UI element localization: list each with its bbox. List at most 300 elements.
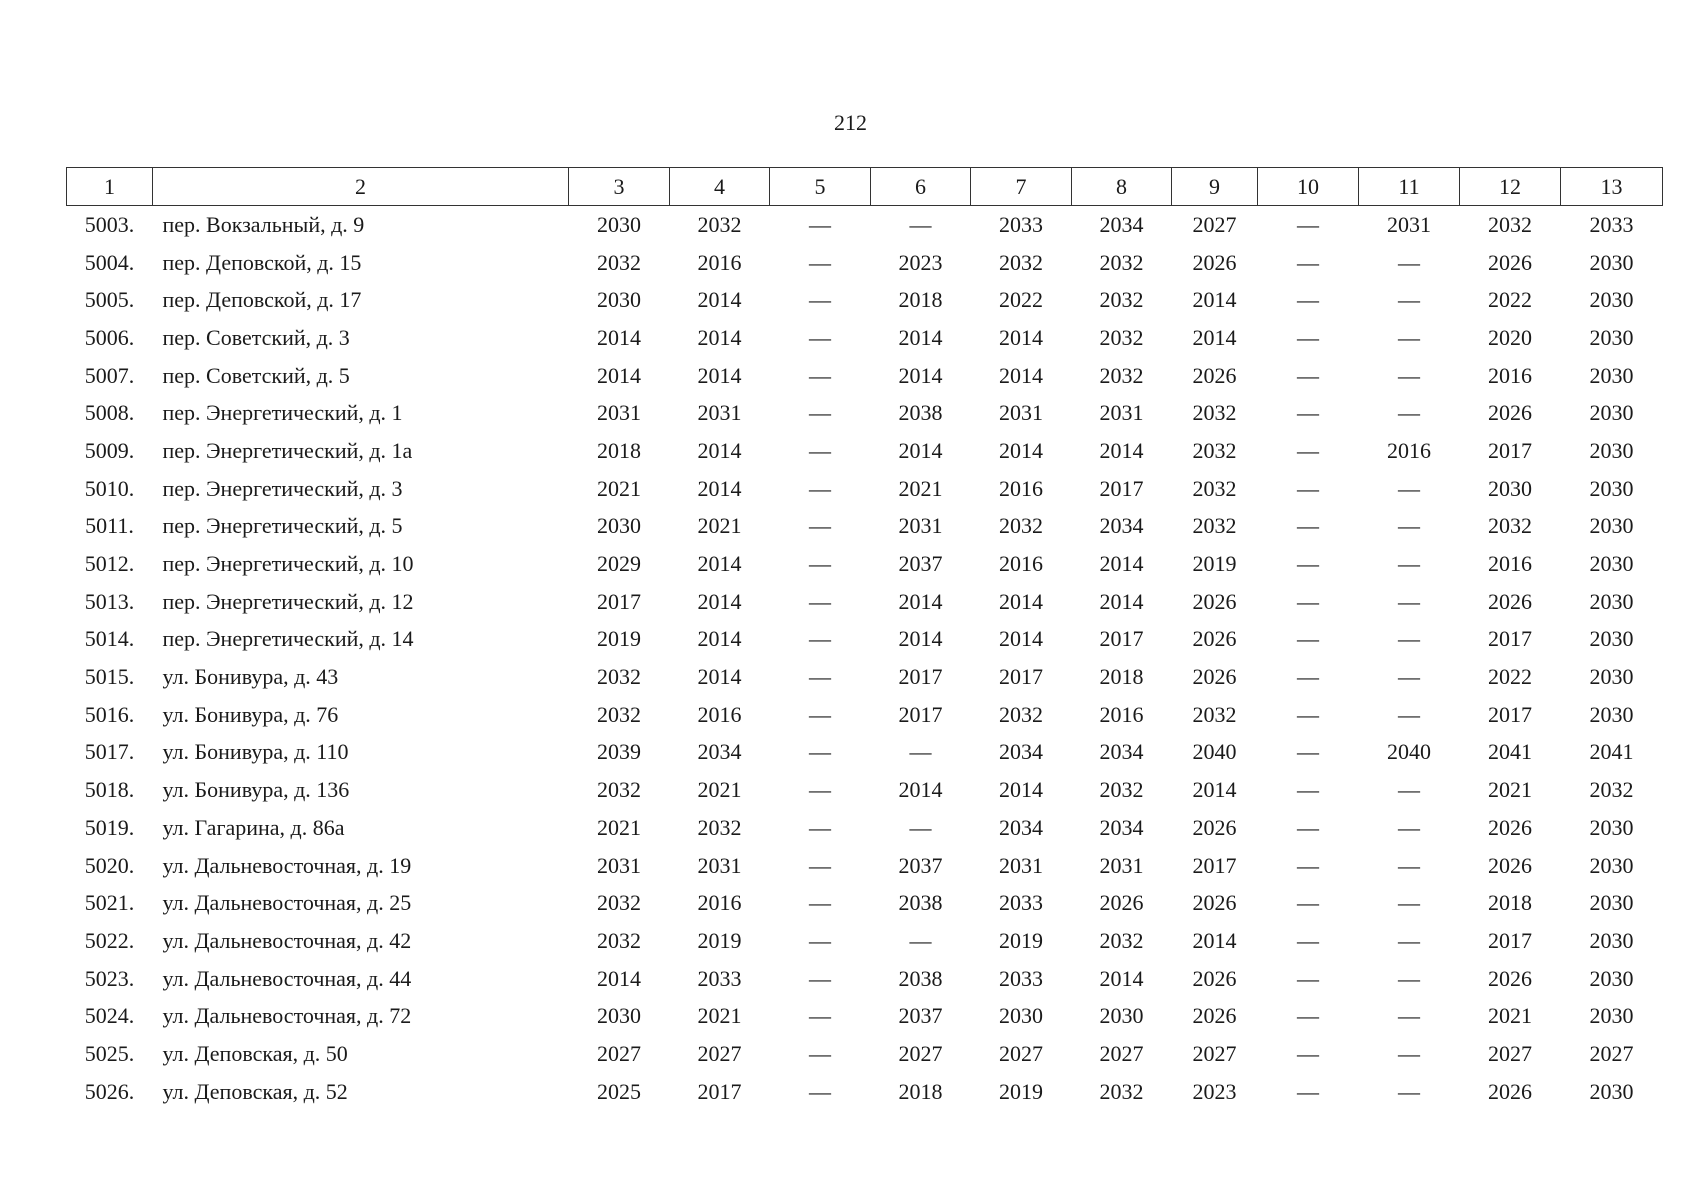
year-cell: 2027 (597, 1040, 641, 1066)
table-row (67, 394, 1663, 432)
row-number: 5018. (84, 777, 135, 803)
year-cell: — (1398, 400, 1420, 426)
table-row (67, 960, 1663, 998)
year-cell: 2021 (898, 475, 943, 501)
row-number: 5005. (84, 287, 135, 313)
column-header-4: 4 (670, 168, 770, 206)
year-cell: 2018 (898, 1078, 943, 1104)
year-cell: — (809, 890, 831, 916)
year-cell: — (1297, 852, 1319, 878)
year-cell: — (1297, 324, 1319, 350)
year-cell: 2031 (597, 400, 641, 426)
year-cell: 2014 (999, 588, 1043, 614)
year-cell: 2031 (697, 852, 742, 878)
year-cell: — (1398, 551, 1420, 577)
year-cell: 2034 (1099, 513, 1144, 539)
year-cell: 2014 (999, 626, 1043, 652)
row-number: 5010. (84, 475, 135, 501)
table-row (67, 583, 1663, 621)
row-number: 5022. (84, 927, 135, 953)
year-cell: 2022 (1488, 664, 1532, 690)
address-cell: ул. Дальневосточная, д. 25 (162, 890, 412, 916)
year-cell: 2034 (1099, 211, 1144, 237)
year-cell: — (1398, 965, 1420, 991)
year-cell: 2014 (697, 437, 742, 463)
year-cell: — (1398, 588, 1420, 614)
year-cell: 2018 (1099, 664, 1144, 690)
year-cell: 2021 (697, 777, 742, 803)
table-row (67, 319, 1663, 357)
address-cell: ул. Бонивура, д. 76 (162, 701, 339, 727)
year-cell: — (809, 475, 831, 501)
year-cell: 2041 (1589, 739, 1634, 765)
year-cell: — (809, 400, 831, 426)
year-cell: 2030 (597, 1003, 641, 1029)
table-row (67, 884, 1663, 922)
year-cell: — (1297, 1040, 1319, 1066)
year-cell: 2030 (1589, 626, 1634, 652)
year-cell: 2014 (1099, 588, 1144, 614)
year-cell: 2014 (999, 324, 1043, 350)
year-cell: 2017 (1099, 475, 1144, 501)
year-cell: 2017 (1488, 927, 1532, 953)
year-cell: 2014 (898, 777, 943, 803)
year-cell: — (1398, 249, 1420, 275)
row-number: 5017. (84, 739, 135, 765)
column-header-11: 11 (1359, 168, 1460, 206)
year-cell: 2014 (697, 324, 742, 350)
year-cell: — (909, 927, 932, 953)
year-cell: — (1398, 287, 1420, 313)
year-cell: 2019 (999, 1078, 1043, 1104)
column-header-2: 2 (153, 168, 569, 206)
table-row (67, 545, 1663, 583)
year-cell: 2034 (1099, 814, 1144, 840)
year-cell: 2022 (1488, 287, 1532, 313)
table-row (67, 244, 1663, 282)
year-cell: 2019 (697, 927, 742, 953)
year-cell: 2030 (999, 1003, 1043, 1029)
address-cell: ул. Бонивура, д. 43 (162, 664, 339, 690)
year-cell: — (1398, 626, 1420, 652)
address-cell: ул. Гагарина, д. 86а (162, 814, 345, 840)
table-row (67, 357, 1663, 395)
year-cell: 2019 (1192, 551, 1237, 577)
year-cell: — (809, 777, 831, 803)
year-cell: 2026 (1488, 400, 1532, 426)
year-cell: 2030 (1488, 475, 1532, 501)
year-cell: — (1297, 965, 1319, 991)
year-cell: 2039 (597, 739, 641, 765)
year-cell: 2030 (1589, 324, 1634, 350)
year-cell: 2030 (1589, 287, 1634, 313)
year-cell: 2034 (999, 814, 1043, 840)
year-cell: — (1297, 400, 1319, 426)
year-cell: — (1297, 287, 1319, 313)
year-cell: 2026 (1192, 814, 1237, 840)
column-header-1: 1 (67, 168, 153, 206)
year-cell: 2014 (1099, 551, 1144, 577)
year-cell: — (809, 324, 831, 350)
year-cell: 2026 (1192, 664, 1237, 690)
year-cell: — (809, 551, 831, 577)
address-cell: пер. Энергетический, д. 10 (162, 551, 414, 577)
year-cell: 2014 (597, 362, 641, 388)
year-cell: — (1398, 664, 1420, 690)
year-cell: 2014 (697, 362, 742, 388)
year-cell: 2026 (1192, 362, 1237, 388)
year-cell: 2030 (1589, 1003, 1634, 1029)
year-cell: 2038 (898, 965, 943, 991)
year-cell: 2033 (1589, 211, 1634, 237)
table-row (67, 1035, 1663, 1073)
year-cell: 2031 (898, 513, 943, 539)
year-cell: — (1398, 814, 1420, 840)
year-cell: — (1297, 551, 1319, 577)
year-cell: 2037 (898, 852, 943, 878)
year-cell: 2014 (597, 324, 641, 350)
year-cell: 2014 (898, 324, 943, 350)
address-cell: ул. Дальневосточная, д. 44 (162, 965, 412, 991)
address-cell: пер. Энергетический, д. 14 (162, 626, 414, 652)
row-number: 5004. (84, 249, 135, 275)
year-cell: 2032 (1192, 400, 1237, 426)
year-cell: 2032 (1488, 513, 1532, 539)
year-cell: — (1297, 249, 1319, 275)
year-cell: 2038 (898, 890, 943, 916)
address-cell: ул. Деповская, д. 50 (162, 1040, 348, 1066)
year-cell: — (1297, 739, 1319, 765)
year-cell: 2014 (898, 362, 943, 388)
year-cell: — (1297, 362, 1319, 388)
year-cell: 2038 (898, 400, 943, 426)
year-cell: 2031 (999, 852, 1043, 878)
year-cell: — (1297, 211, 1319, 237)
address-cell: пер. Энергетический, д. 1а (162, 437, 413, 463)
address-cell: ул. Дальневосточная, д. 72 (162, 1003, 412, 1029)
table-row (67, 734, 1663, 772)
year-cell: 2026 (1192, 249, 1237, 275)
year-cell: 2033 (999, 890, 1043, 916)
year-cell: 2027 (1099, 1040, 1144, 1066)
address-cell: пер. Энергетический, д. 3 (162, 475, 403, 501)
table-row (67, 771, 1663, 809)
year-cell: — (1297, 927, 1319, 953)
year-cell: 2033 (697, 965, 742, 991)
year-cell: 2037 (898, 1003, 943, 1029)
year-cell: 2025 (597, 1078, 641, 1104)
year-cell: 2016 (999, 551, 1043, 577)
year-cell: 2014 (1192, 777, 1237, 803)
row-number: 5008. (84, 400, 135, 426)
year-cell: 2014 (697, 551, 742, 577)
year-cell: — (809, 513, 831, 539)
year-cell: — (1297, 777, 1319, 803)
year-cell: 2017 (597, 588, 641, 614)
schedule-table (66, 167, 1663, 1111)
year-cell: — (1297, 814, 1319, 840)
column-header-8: 8 (1072, 168, 1172, 206)
year-cell: 2016 (1488, 362, 1532, 388)
year-cell: — (809, 437, 831, 463)
year-cell: 2017 (1099, 626, 1144, 652)
year-cell: 2014 (1192, 927, 1237, 953)
year-cell: 2026 (1192, 626, 1237, 652)
row-number: 5012. (84, 551, 135, 577)
year-cell: 2030 (1589, 664, 1634, 690)
year-cell: 2021 (1488, 777, 1532, 803)
year-cell: 2032 (697, 814, 742, 840)
year-cell: 2023 (898, 249, 943, 275)
column-header-6: 6 (871, 168, 971, 206)
table-row (67, 847, 1663, 885)
year-cell: — (809, 739, 831, 765)
year-cell: 2019 (597, 626, 641, 652)
year-cell: 2014 (898, 626, 943, 652)
address-cell: пер. Энергетический, д. 5 (162, 513, 403, 539)
year-cell: — (809, 852, 831, 878)
year-cell: 2032 (597, 777, 641, 803)
year-cell: 2017 (1488, 626, 1532, 652)
year-cell: — (1297, 513, 1319, 539)
row-number: 5021. (84, 890, 135, 916)
year-cell: 2031 (999, 400, 1043, 426)
column-header-13: 13 (1561, 168, 1663, 206)
year-cell: 2040 (1192, 739, 1237, 765)
year-cell: 2018 (597, 437, 641, 463)
year-cell: 2032 (597, 890, 641, 916)
year-cell: 2032 (597, 664, 641, 690)
table-row (67, 621, 1663, 659)
year-cell: — (809, 362, 831, 388)
year-cell: 2030 (597, 211, 641, 237)
year-cell: 2030 (1589, 249, 1634, 275)
year-cell: — (1297, 1003, 1319, 1029)
address-cell: пер. Советский, д. 3 (162, 324, 350, 350)
year-cell: 2030 (1589, 362, 1634, 388)
year-cell: 2032 (1099, 324, 1144, 350)
year-cell: 2032 (1099, 777, 1144, 803)
year-cell: — (1297, 437, 1319, 463)
year-cell: 2014 (898, 588, 943, 614)
year-cell: 2016 (697, 701, 742, 727)
table-header (67, 168, 1663, 206)
year-cell: — (809, 211, 831, 237)
year-cell: 2032 (1099, 287, 1144, 313)
year-cell: 2027 (999, 1040, 1043, 1066)
year-cell: 2030 (597, 513, 641, 539)
year-cell: 2018 (898, 287, 943, 313)
year-cell: 2016 (1099, 701, 1144, 727)
year-cell: 2032 (1099, 1078, 1144, 1104)
year-cell: — (1398, 1078, 1420, 1104)
address-cell: ул. Бонивура, д. 110 (162, 739, 349, 765)
year-cell: 2032 (1099, 927, 1144, 953)
row-number: 5014. (84, 626, 135, 652)
year-cell: 2040 (1387, 739, 1431, 765)
year-cell: 2034 (697, 739, 742, 765)
year-cell: 2032 (1192, 701, 1237, 727)
year-cell: 2026 (1488, 814, 1532, 840)
year-cell: 2033 (999, 211, 1043, 237)
year-cell: 2026 (1192, 1003, 1237, 1029)
table-row (67, 922, 1663, 960)
row-number: 5025. (84, 1040, 135, 1066)
year-cell: 2017 (1488, 437, 1532, 463)
year-cell: 2030 (1589, 701, 1634, 727)
row-number: 5007. (84, 362, 135, 388)
year-cell: 2031 (1099, 400, 1144, 426)
address-cell: пер. Советский, д. 5 (162, 362, 350, 388)
year-cell: 2032 (697, 211, 742, 237)
year-cell: — (809, 1040, 831, 1066)
year-cell: 2021 (597, 475, 641, 501)
address-cell: пер. Вокзальный, д. 9 (162, 211, 365, 237)
year-cell: — (1398, 701, 1420, 727)
year-cell: 2014 (1192, 324, 1237, 350)
table-row (67, 206, 1663, 244)
year-cell: 2034 (1099, 739, 1144, 765)
year-cell: 2032 (1099, 362, 1144, 388)
page-number: 212 (834, 110, 867, 135)
address-cell: ул. Дальневосточная, д. 42 (162, 927, 412, 953)
year-cell: 2021 (697, 513, 742, 539)
year-cell: 2030 (1589, 400, 1634, 426)
table-row (67, 1073, 1663, 1111)
year-cell: — (1297, 664, 1319, 690)
row-number: 5023. (84, 965, 135, 991)
row-number: 5003. (84, 211, 135, 237)
year-cell: 2030 (1099, 1003, 1144, 1029)
year-cell: 2014 (697, 588, 742, 614)
year-cell: 2022 (999, 287, 1043, 313)
column-header-12: 12 (1460, 168, 1561, 206)
year-cell: — (909, 814, 932, 840)
table-row (67, 508, 1663, 546)
year-cell: 2032 (1589, 777, 1634, 803)
year-cell: 2026 (1488, 1078, 1532, 1104)
year-cell: 2032 (999, 249, 1043, 275)
year-cell: — (1297, 475, 1319, 501)
year-cell: 2014 (697, 475, 742, 501)
row-number: 5020. (84, 852, 135, 878)
year-cell: 2032 (597, 927, 641, 953)
year-cell: 2031 (1387, 211, 1431, 237)
table-body (67, 206, 1663, 1111)
year-cell: 2030 (1589, 588, 1634, 614)
row-number: 5024. (84, 1003, 135, 1029)
row-number: 5019. (84, 814, 135, 840)
year-cell: 2026 (1192, 965, 1237, 991)
row-number: 5013. (84, 588, 135, 614)
year-cell: — (1297, 588, 1319, 614)
address-cell: пер. Энергетический, д. 1 (162, 400, 403, 426)
year-cell: — (809, 626, 831, 652)
year-cell: 2021 (1488, 1003, 1532, 1029)
year-cell: — (809, 588, 831, 614)
row-number: 5009. (84, 437, 135, 463)
year-cell: 2037 (898, 551, 943, 577)
year-cell: — (809, 1078, 831, 1104)
year-cell: — (1398, 1003, 1420, 1029)
year-cell: — (809, 249, 831, 275)
year-cell: 2031 (597, 852, 641, 878)
year-cell: 2027 (1488, 1040, 1532, 1066)
row-number: 5011. (85, 513, 134, 539)
year-cell: — (909, 739, 932, 765)
year-cell: — (809, 1003, 831, 1029)
year-cell: 2017 (999, 664, 1043, 690)
year-cell: — (1398, 475, 1420, 501)
year-cell: 2027 (898, 1040, 943, 1066)
year-cell: 2016 (1488, 551, 1532, 577)
address-cell: пер. Деповской, д. 17 (162, 287, 362, 313)
year-cell: 2030 (597, 287, 641, 313)
year-cell: 2026 (1099, 890, 1144, 916)
year-cell: 2033 (999, 965, 1043, 991)
year-cell: 2032 (1192, 513, 1237, 539)
year-cell: 2030 (1589, 1078, 1634, 1104)
year-cell: 2030 (1589, 814, 1634, 840)
year-cell: 2014 (597, 965, 641, 991)
year-cell: 2014 (697, 664, 742, 690)
year-cell: 2034 (999, 739, 1043, 765)
year-cell: — (1398, 324, 1420, 350)
year-cell: 2016 (1387, 437, 1431, 463)
year-cell: — (1297, 1078, 1319, 1104)
year-cell: — (1398, 362, 1420, 388)
table-row (67, 281, 1663, 319)
year-cell: — (809, 287, 831, 313)
year-cell: 2021 (697, 1003, 742, 1029)
address-cell: пер. Энергетический, д. 12 (162, 588, 414, 614)
year-cell: 2026 (1488, 852, 1532, 878)
year-cell: 2032 (1099, 249, 1144, 275)
year-cell: 2016 (999, 475, 1043, 501)
row-number: 5026. (84, 1078, 135, 1104)
year-cell: 2014 (1099, 437, 1144, 463)
year-cell: 2032 (999, 701, 1043, 727)
address-cell: ул. Дальневосточная, д. 19 (162, 852, 412, 878)
column-header-7: 7 (971, 168, 1072, 206)
year-cell: 2032 (597, 701, 641, 727)
year-cell: — (809, 701, 831, 727)
year-cell: 2014 (898, 437, 943, 463)
column-header-10: 10 (1258, 168, 1359, 206)
year-cell: 2026 (1192, 890, 1237, 916)
column-header-3: 3 (569, 168, 670, 206)
year-cell: 2016 (697, 890, 742, 916)
year-cell: 2017 (697, 1078, 742, 1104)
year-cell: 2014 (697, 287, 742, 313)
year-cell: 2016 (697, 249, 742, 275)
year-cell: 2014 (999, 777, 1043, 803)
year-cell: 2041 (1488, 739, 1532, 765)
year-cell: 2014 (1099, 965, 1144, 991)
year-cell: 2018 (1488, 890, 1532, 916)
table-row (67, 696, 1663, 734)
year-cell: 2031 (697, 400, 742, 426)
year-cell: — (809, 965, 831, 991)
year-cell: — (1398, 513, 1420, 539)
year-cell: 2017 (1192, 852, 1237, 878)
year-cell: 2026 (1488, 588, 1532, 614)
year-cell: 2027 (1192, 211, 1237, 237)
year-cell: — (1398, 1040, 1420, 1066)
table-row (67, 432, 1663, 470)
year-cell: — (809, 814, 831, 840)
table-row (67, 658, 1663, 696)
